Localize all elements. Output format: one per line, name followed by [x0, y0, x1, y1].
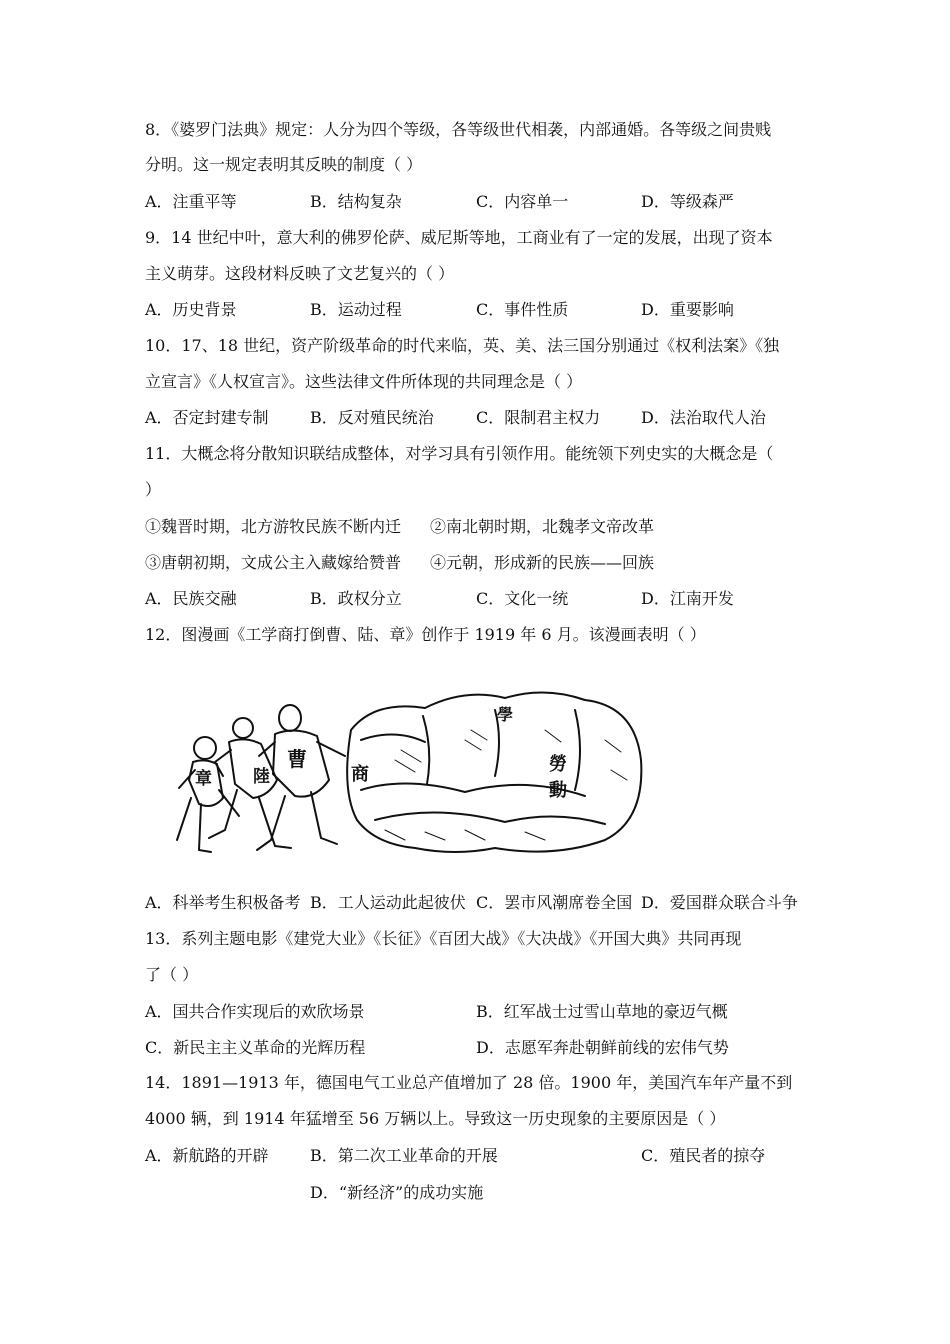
q8-option-d: D．等级森严 — [641, 192, 734, 211]
q14-stem-line2: 4000 辆，到 1914 年猛增至 56 万辆以上。导致这一历史现象的主要原因是（ ） — [145, 1109, 726, 1128]
q10-stem-line2: 立宣言》《人权宣言》。这些法律文件所体现的共同理念是（ ） — [145, 372, 583, 391]
q13-option-b: B．红军战士过雪山草地的豪迈气概 — [476, 1002, 728, 1021]
q14-option-d: D．“新经济”的成功实施 — [310, 1183, 484, 1202]
q11-fact-3: ③唐朝初期，文成公主入藏嫁给赞普 — [145, 553, 402, 572]
q14-option-c: C．殖民者的掠夺 — [641, 1146, 766, 1165]
q14-option-b: B．第二次工业革命的开展 — [310, 1146, 498, 1165]
q8-option-c: C．内容单一 — [476, 192, 569, 211]
q9-option-b: B．运动过程 — [310, 300, 402, 319]
q8-option-b: B．结构复杂 — [310, 192, 402, 211]
cartoon-label-zhang: 章 — [195, 769, 212, 789]
q12-option-a: A．科举考生积极备考 — [145, 893, 301, 912]
q13-stem-line1: 13．系列主题电影《建党大业》《长征》《百团大战》《大决战》《开国大典》共同再现 — [145, 929, 742, 948]
q11-option-b: B．政权分立 — [310, 589, 402, 608]
q9-stem-line1: 9．14 世纪中叶，意大利的佛罗伦萨、威尼斯等地，工商业有了一定的发展，出现了资本 — [145, 228, 773, 247]
q9-option-d: D．重要影响 — [641, 300, 734, 319]
q10-option-d: D．法治取代人治 — [641, 408, 766, 427]
q9-option-c: C．事件性质 — [476, 300, 569, 319]
q10-option-a: A．否定封建专制 — [145, 408, 269, 427]
q12-option-c: C．罢市风潮席卷全国 — [476, 893, 633, 912]
q11-stem-line2: ） — [145, 480, 162, 499]
cartoon-label-shang: 商 — [351, 764, 369, 785]
q12-cartoon-illustration — [165, 680, 645, 865]
cartoon-fist — [347, 692, 641, 852]
q13-option-a: A．国共合作实现后的欢欣场景 — [145, 1002, 365, 1021]
cartoon-label-xue: 學 — [497, 705, 514, 724]
q8-option-a: A．注重平等 — [145, 192, 237, 211]
q9-stem-line2: 主义萌芽。这段材料反映了文艺复兴的（ ） — [145, 264, 455, 283]
q14-stem-line1: 14．1891—1913 年，德国电气工业总产值增加了 28 倍。1900 年，美国汽车年产量不到 — [145, 1073, 793, 1092]
q13-stem-line2: 了（ ） — [145, 965, 199, 984]
q11-fact-1: ①魏晋时期，北方游牧民族不断内迁 — [145, 517, 402, 536]
q10-option-c: C．限制君主权力 — [476, 408, 601, 427]
q13-option-d: D．志愿军奔赴朝鲜前线的宏伟气势 — [476, 1038, 729, 1057]
cartoon-label-lao: 勞 — [549, 754, 567, 775]
q11-fact-2: ②南北朝时期，北魏孝文帝改革 — [430, 517, 655, 536]
cartoon-label-cao: 曹 — [287, 747, 307, 771]
cartoon-figure-cao — [257, 705, 345, 850]
q11-option-d: D．江南开发 — [641, 589, 734, 608]
q12-option-b: B．工人运动此起彼伏 — [310, 893, 466, 912]
q11-fact-4: ④元朝，形成新的民族——回族 — [430, 553, 655, 572]
q11-option-c: C．文化一统 — [476, 589, 569, 608]
q9-option-a: A．历史背景 — [145, 300, 237, 319]
cartoon-figure-zhang — [177, 737, 239, 852]
q11-option-a: A．民族交融 — [145, 589, 237, 608]
q10-stem-line1: 10．17、18 世纪，资产阶级革命的时代来临，英、美、法三国分别通过《权利法案》《独 — [145, 336, 780, 355]
q13-option-c: C．新民主主义革命的光辉历程 — [145, 1038, 366, 1057]
cartoon-label-dong: 動 — [549, 780, 567, 801]
q8-stem-line2: 分明。这一规定表明其反映的制度（ ） — [145, 155, 423, 174]
q12-stem-line1: 12．图漫画《工学商打倒曹、陆、章》创作于 1919 年 6 月。该漫画表明（ ） — [145, 625, 706, 644]
q12-option-d: D．爱国群众联合斗争 — [641, 893, 798, 912]
cartoon-label-lu: 陸 — [253, 767, 270, 787]
q11-stem-line1: 11．大概念将分散知识联结成整体，对学习具有引领作用。能统领下列史实的大概念是（ — [145, 444, 774, 463]
q14-option-a: A．新航路的开辟 — [145, 1146, 269, 1165]
q8-stem-line1: 8．《婆罗门法典》规定：人分为四个等级，各等级世代相袭，内部通婚。各等级之间贵贱 — [145, 120, 772, 139]
q10-option-b: B．反对殖民统治 — [310, 408, 434, 427]
